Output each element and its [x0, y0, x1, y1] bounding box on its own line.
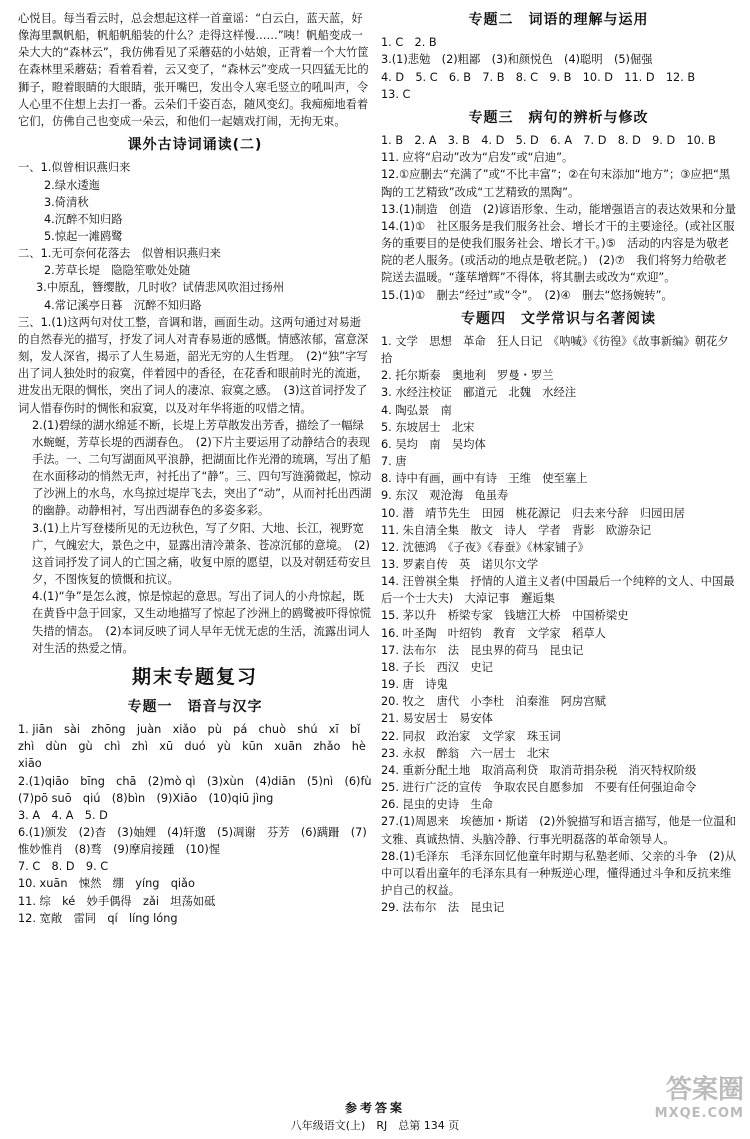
footer-label: 参考答案 [344, 1101, 405, 1116]
left-column [14, 10, 383, 927]
answer-line: 3.(1)上片写登楼所见的无边秋色，写了夕阳、大地、长江，视野宽广，气魄宏大，景色之中，显露出清冷萧条、苍凉沉郁的意境。 (2)这首词抒发了词人的亡国之痛，收复中原的愿望，以及对朝廷苟安旦夕，不图恢复的愤慨和抗议。 [32, 521, 371, 587]
topic2-title: 专题二 词语的理解与运用 [468, 12, 649, 28]
two-column-layout [14, 10, 736, 927]
answer-line: 22. 同叔 政治家 文学家 珠玉词 [381, 729, 561, 743]
answer-line: 24. 重新分配土地 取消高利贷 取消苛捐杂税 消灭特权阶级 [381, 763, 697, 777]
topic3-title: 专题三 病句的辨析与修改 [468, 109, 649, 126]
answer-line: 12. 宽敞 雷同 qí líng lóng [18, 911, 178, 925]
answer-line: 2.(1)qiāo bīng chā (2)mò qì (3)xùn (4)diān (5)nì (6)fù (7)pō suō qiú (8)bìn (9)Xiāo (10)qiū jìng [18, 774, 383, 805]
answer-line: 3.(1)悲勉 (2)粗鄙 (3)和颜悦色 (4)聪明 (5)倔强 [381, 53, 653, 67]
answer-line: 3.中原乱，簪缨散，几时收？试倩悲风吹泪过扬州 [36, 281, 285, 295]
answer-line: 2. 托尔斯泰 奥地利 罗曼・罗兰 [381, 369, 554, 383]
answer-line: 一、1.似曾相识燕归来 [18, 161, 131, 175]
answer-line: 16. 叶圣陶 叶绍钧 教育 文学家 稻草人 [381, 626, 606, 640]
answer-line: 9. 东汉 观沧海 龟虽寿 [381, 489, 509, 503]
watermark-url: MXQE.COM [654, 1106, 744, 1121]
answer-line: 三、1.(1)这两句对仗工整，音调和谐，画面生动。这两句通过对易逝的自然春光的描写，抒发了词人对青春易逝的感慨。情感浓郁，富意深刻，发人深省，揭示了人生易逝，韶光无穷的人生哲理。 (2)“独”字写出了词人独处时的寂寞，伴着园中的香径，在花香和眼前时光的流逝，进发出无限的惆怅，突出了词人的凄凉、寂寞之感。 (3)这首词抒发了词人惜春伤时的惆怅和寂寞，以及对年华将逝的叹惜之情。 [18, 315, 369, 415]
answer-line: 1. jiān sài zhōng juàn xiǎo pù pá chuò shú xī bǐ zhì dùn gù chì zhì xū duó yù kūn xuān zhǎo hè xiāo [18, 723, 378, 771]
section-title-ancient-poems: 课外古诗词诵读(二) [127, 137, 263, 154]
answer-line: 4.沉醉不知归路 [44, 212, 123, 226]
answer-line: 2.芳草长堤 隐隐笙歌处处随 [44, 264, 191, 278]
answer-line: 17. 法布尔 法 昆虫界的荷马 昆虫记 [381, 643, 584, 657]
answer-line: 3.倚清秋 [44, 195, 89, 209]
answer-line: 21. 易安居士 易安体 [381, 712, 493, 726]
answer-line: 12. 沈德鸿 《子夜》《春蚕》《林家铺子》 [381, 540, 589, 554]
answer-line: 13.(1)制造 创造 (2)谚语形象、生动，能增强语言的表达效果和分量 [381, 202, 736, 216]
answer-line: 13. 罗素自传 英 诺贝尔文学 [381, 558, 539, 572]
answer-line: 7. C 8. D 9. C [18, 860, 109, 874]
answer-line: 8. 诗中有画，画中有诗 王维 使至塞上 [381, 472, 588, 486]
answer-line: 2.绿水逶迤 [44, 178, 100, 192]
answer-line: 11. 综 ké 妙手偶得 zǎi 坦荡如砥 [18, 894, 216, 908]
answer-line: 11. 应将“启动”改为“启发”或“启迪”。 [381, 151, 574, 165]
answer-line: 3. A 4. A 5. D [18, 808, 108, 822]
answer-line: 3. 水经注校证 郦道元 北魏 水经注 [381, 386, 577, 400]
answer-line: 1. 文学 思想 革命 狂人日记 《呐喊》《彷徨》《故事新编》朝花夕拾 [381, 334, 729, 366]
answer-line: 18. 子长 西汉 史记 [381, 660, 493, 674]
answer-line: 14. 汪曾祺全集 抒情的人道主义者(中国最后一个纯粹的文人、中国最后一个士大夫) 大淖记事 邂逅集 [381, 575, 735, 606]
watermark-logo: 答案圈 [665, 1075, 744, 1105]
answer-line: 1. B 2. A 3. B 4. D 5. D 6. A 7. D 8. D 9. D 10. B [381, 134, 716, 148]
answer-line: 26. 昆虫的史诗 生命 [381, 798, 493, 812]
answer-line: 25. 进行广泛的宣传 争取农民自愿参加 不要有任何强迫命令 [381, 781, 697, 795]
answer-line: 5.惊起一滩鸥鹭 [44, 229, 123, 243]
answer-line: 4.常记溪亭日暮 沉醉不知归路 [44, 298, 202, 312]
answer-line: 29. 法布尔 法 昆虫记 [381, 901, 505, 915]
answer-line: 4. 陶弘景 南 [381, 403, 452, 417]
answer-line: 15.(1)① 删去“经过”或“令”。 (2)④ 删去“悠扬婉转”。 [381, 288, 673, 302]
answer-line: 19. 唐 诗鬼 [381, 678, 448, 692]
final-review-title: 期末专题复习 [131, 665, 258, 688]
answer-line: 5. 东坡居士 北宋 [381, 420, 475, 434]
answer-line: 6. 吴均 南 吴均体 [381, 437, 486, 451]
answer-line: 14.(1)① 社区服务是我们服务社会、增长才干的主要途径。(或社区服务的重要目的是使我们服务社会、增长才干。)⑤ 活动的内容是为敬老院的老人服务。(或活动的地点是敬老院。) (2)⑦ 我们将努力给敬老院送去温暖。“蓬荜增辉”不得体，将其删去或改为“欢迎”。 [381, 219, 735, 285]
answer-line: 10. xuān 悚然 绷 yíng qiǎo [18, 877, 195, 891]
answer-line: 11. 朱自清全集 散文 诗人 学者 背影 欧游杂记 [381, 523, 652, 537]
answer-line: 4.(1)“争”是怎么渡，惊是惊起的意思。写出了词人的小舟惊起，既在黄昏中急于回家，又生动地描写了惊起了沙洲上的鸥鹭被吓得惊慌失措的情态。 (2)本词反映了词人早年无忧无虑的生活，流露出词人对生活的热爱之情。 [32, 590, 371, 655]
intro-paragraph: 心悦目。每当看云时，总会想起这样一首童谣：“白云白，蓝天蓝，好像海里飘帆船，帆船帆船装的什么？走得这样慢……”咦！帆船变成一朵大大的“森林云”，我仿佛看见了采蘑菇的小姑娘，正背着一个大竹筐在森林里采蘑菇；看着看着，云又变了，“森林云”变成一只四猛无比的狮子，瞪着眼睛的大眼睛，张开嘴巴，发出令人寒毛竖立的吼叫声，令人心里不住想上去打一番。云朵们千姿百态，随风变幻。我痴痴地看着它们，仿佛自己也变成一朵云，和他们一起嬉戏打闹，无拘无束。 [18, 12, 369, 128]
answer-line: 28.(1)毛泽东 毛泽东回忆他童年时期与私塾老师、父亲的斗争 (2)从中可以看出童年的毛泽东具有一种叛逆心理，懂得通过斗争和反抗来维护自己的权益。 [381, 849, 736, 897]
answer-line: 12.①应删去“充满了”或“不比丰富”；②在句末添加“地方”；③应把“黑陶的工艺精致”改成“工艺精致的黑陶”。 [381, 168, 731, 199]
topic1-title: 专题一 语音与汉字 [127, 698, 263, 715]
answer-line: 15. 茅以升 桥梁专家 钱塘江大桥 中国桥梁史 [381, 609, 629, 623]
answer-line: 二、1.无可奈何花落去 似曾相识燕归来 [18, 247, 221, 261]
topic3-answers [381, 132, 736, 304]
page-number: 八年级语文(上) RJ 总第 134 页 [290, 1119, 460, 1133]
answer-line: 13. C [381, 87, 411, 101]
answer-line: 23. 永叔 醉翁 六一居士 北宋 [381, 746, 550, 760]
right-column [381, 10, 736, 927]
answer-line: 2.(1)碧绿的湖水绵延不断，长堤上芳草散发出芳香，描绘了一幅绿水蜿蜒，芳草长堤的西湖春色。 (2)下片主要运用了动静结合的表现手法。一、二句写湖面风平浪静，把湖面比作光滑的琉璃，写出了船在水面移动的悄然无声，衬托出了“静”。三、四句写涟漪微起，惊动了沙洲上的水鸟，水鸟掠过堤岸飞去，突出了“动”，从而衬托出西湖的幽静。动静相衬，写出西湖春色的多姿多彩。 [32, 418, 372, 518]
answer-line: 10. 潜 靖节先生 田园 桃花源记 归去来兮辞 归园田居 [381, 506, 685, 520]
site-watermark [594, 1077, 744, 1135]
topic1-answers [18, 721, 383, 927]
answer-line: 7. 唐 [381, 455, 407, 469]
answer-line: 20. 牧之 唐代 小李杜 泊秦淮 阿房宫赋 [381, 695, 606, 709]
topic2-answers [381, 34, 736, 103]
ancient-poems-answers [18, 159, 372, 657]
answer-line: 27.(1)周恩来 埃德加・斯诺 (2)外貌描写和语言描写，他是一位温和文雅、真诚热情、头脑冷静、行事光明磊落的革命领导人。 [381, 815, 736, 846]
topic4-answers [381, 333, 736, 916]
answer-line: 1. C 2. B [381, 36, 437, 50]
answer-line: 4. D 5. C 6. B 7. B 8. C 9. B 10. D 11. D 12. B [381, 70, 696, 84]
answer-line: 6.(1)颁发 (2)杳 (3)妯娌 (4)轩邈 (5)凋谢 芬芳 (6)蹒跚 (7)惟妙惟肖 (8)骛 (9)摩肩接踵 (10)惺 [18, 825, 367, 857]
topic4-title: 专题四 文学常识与名著阅读 [461, 310, 656, 327]
